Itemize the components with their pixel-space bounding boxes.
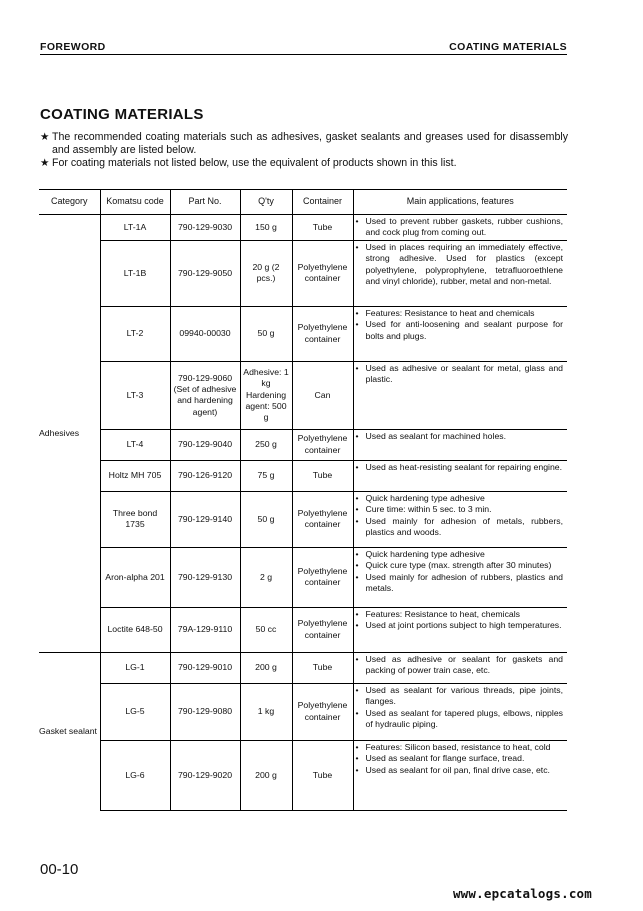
note-item (40, 131, 568, 157)
part-number-cell: 09940-00030 (170, 306, 240, 361)
bullet-icon: • (355, 461, 359, 472)
application-item (356, 620, 564, 631)
table-row (39, 306, 567, 361)
table-header-row (39, 190, 567, 215)
bullet-icon: • (355, 653, 359, 664)
quantity-cell: 250 g (240, 429, 292, 460)
bullet-icon: • (355, 741, 359, 752)
application-item (356, 765, 564, 776)
column-header: Container (292, 190, 353, 215)
applications-cell (353, 361, 567, 429)
column-header: Part No. (170, 190, 240, 215)
application-item (356, 742, 564, 753)
bullet-icon: • (355, 319, 359, 330)
bullet-icon: • (355, 753, 359, 764)
container-cell: Tube (292, 652, 353, 683)
container-cell: Tube (292, 215, 353, 241)
column-header: Main applications, features (353, 190, 567, 215)
quantity-cell: Adhesive: 1 kg Hardening agent: 500 g (240, 361, 292, 429)
bullet-icon: • (355, 560, 359, 571)
application-item (356, 493, 564, 504)
application-text: Used as adhesive or sealant for metal, glass and plastic. (365, 362, 563, 385)
table-row (39, 215, 567, 241)
komatsu-code-cell: Loctite 648-50 (100, 607, 170, 652)
application-text: Features: Resistance to heat, chemicals (365, 608, 521, 619)
application-text: Used to prevent rubber gaskets, rubber cushions, and cock plug from coming out. (365, 216, 563, 238)
bullet-icon: • (355, 684, 359, 695)
applications-list (356, 654, 564, 677)
application-text: Used at joint portions subject to high temperatures. (365, 620, 562, 631)
applications-list (356, 462, 564, 473)
container-cell: Polyethylene container (292, 547, 353, 607)
bullet-icon: • (355, 307, 359, 318)
applications-list (356, 308, 564, 342)
notes (40, 131, 568, 170)
container-cell: Polyethylene container (292, 683, 353, 740)
application-text: Quick hardening type adhesive (365, 492, 485, 503)
bullet-icon: • (355, 362, 359, 373)
application-item (356, 308, 564, 319)
header-page-topic: COATING MATERIALS (449, 41, 567, 53)
bullet-icon: • (355, 430, 359, 441)
application-text: Used as sealant for tapered plugs, elbows, nipples of hydraulic piping. (365, 707, 563, 730)
header-rule (40, 54, 567, 55)
bullet-icon: • (355, 241, 359, 252)
quantity-cell: 75 g (240, 460, 292, 491)
bullet-icon: • (355, 764, 359, 775)
applications-list (356, 431, 564, 442)
komatsu-code-cell: LG-1 (100, 652, 170, 683)
quantity-cell: 50 g (240, 306, 292, 361)
application-text: Quick cure type (max. strength after 30 minutes) (365, 560, 552, 571)
star-icon: ★ (40, 131, 50, 143)
note-text: The recommended coating materials such as adhesives, gasket sealants and greases used for disassembly and assembly are listed below. (52, 131, 568, 156)
applications-cell (353, 740, 567, 810)
part-number-cell: 790-129-9080 (170, 683, 240, 740)
application-item (356, 242, 564, 288)
applications-cell (353, 607, 567, 652)
applications-cell (353, 683, 567, 740)
application-text: Used in places requiring an immediately effective, strong adhesive. Used for plastics (except polyethylene, polyprophylene, tetrafluoroethlene and vinyl chloride), rubber, metal and non-metal. (365, 241, 563, 287)
quantity-cell: 150 g (240, 215, 292, 241)
application-item (356, 363, 564, 386)
application-text: Used as sealant for flange surface, tread. (365, 753, 525, 764)
application-item (356, 708, 564, 731)
komatsu-code-cell: LT-1A (100, 215, 170, 241)
part-number-cell: 790-129-9050 (170, 240, 240, 306)
category-cell: Adhesives (39, 215, 100, 653)
part-number-cell: 790-129-9060 (Set of adhesive and hardening agent) (170, 361, 240, 429)
applications-cell (353, 240, 567, 306)
application-item (356, 516, 564, 539)
bullet-icon: • (355, 620, 359, 631)
application-text: Features: Resistance to heat and chemicals (365, 307, 535, 318)
application-item (356, 216, 564, 239)
container-cell: Tube (292, 460, 353, 491)
application-text: Used mainly for adhesion of rubbers, plastics and metals. (365, 571, 563, 594)
column-header: Category (39, 190, 100, 215)
category-cell: Gasket sealant (39, 652, 100, 810)
applications-cell (353, 215, 567, 241)
table-row (39, 652, 567, 683)
container-cell: Polyethylene container (292, 429, 353, 460)
applications-cell (353, 547, 567, 607)
part-number-cell: 790-129-9130 (170, 547, 240, 607)
part-number-cell: 790-129-9010 (170, 652, 240, 683)
note-text: For coating materials not listed below, use the equivalent of products shown in this list. (52, 157, 457, 169)
container-cell: Polyethylene container (292, 491, 353, 547)
applications-list (356, 493, 564, 539)
container-cell: Polyethylene container (292, 607, 353, 652)
application-item (356, 572, 564, 595)
komatsu-code-cell: LT-3 (100, 361, 170, 429)
container-cell: Tube (292, 740, 353, 810)
table-row (39, 240, 567, 306)
komatsu-code-cell: LT-2 (100, 306, 170, 361)
komatsu-code-cell: Aron-alpha 201 (100, 547, 170, 607)
application-text: Features: Silicon based, resistance to heat, cold (365, 741, 551, 752)
bullet-icon: • (355, 707, 359, 718)
bullet-icon: • (355, 515, 359, 526)
applications-list (356, 242, 564, 288)
part-number-cell: 790-129-9030 (170, 215, 240, 241)
application-text: Used as sealant for oil pan, final drive case, etc. (365, 764, 550, 775)
applications-cell (353, 429, 567, 460)
applications-cell (353, 460, 567, 491)
part-number-cell: 790-129-9040 (170, 429, 240, 460)
application-item (356, 685, 564, 708)
komatsu-code-cell: LG-6 (100, 740, 170, 810)
application-item (356, 504, 564, 515)
star-icon: ★ (40, 157, 50, 169)
note-item (40, 157, 568, 170)
bullet-icon: • (355, 608, 359, 619)
application-text: Used as sealant for machined holes. (365, 430, 507, 441)
application-item (356, 654, 564, 677)
application-item (356, 560, 564, 571)
part-number-cell: 790-129-9020 (170, 740, 240, 810)
container-cell: Polyethylene container (292, 240, 353, 306)
application-item (356, 319, 564, 342)
coating-materials-table (39, 189, 567, 811)
application-text: Used mainly for adhesion of metals, rubbers, plastics and woods. (365, 515, 563, 538)
table-row (39, 491, 567, 547)
applications-cell (353, 652, 567, 683)
quantity-cell: 200 g (240, 652, 292, 683)
applications-list (356, 363, 564, 386)
application-text: Used as heat-resisting sealant for repairing engine. (365, 461, 563, 472)
applications-cell (353, 491, 567, 547)
column-header: Q'ty (240, 190, 292, 215)
applications-list (356, 216, 564, 239)
application-item (356, 609, 564, 620)
bullet-icon: • (355, 504, 359, 515)
quantity-cell: 50 cc (240, 607, 292, 652)
table-row (39, 361, 567, 429)
header-section-title: FOREWORD (40, 41, 106, 53)
komatsu-code-cell: LT-4 (100, 429, 170, 460)
part-number-cell: 790-126-9120 (170, 460, 240, 491)
applications-list (356, 685, 564, 731)
quantity-cell: 1 kg (240, 683, 292, 740)
watermark: www.epcatalogs.com (452, 886, 592, 901)
page-title: COATING MATERIALS (40, 106, 204, 123)
komatsu-code-cell: LG-5 (100, 683, 170, 740)
table-row (39, 547, 567, 607)
bullet-icon: • (355, 571, 359, 582)
table-row (39, 683, 567, 740)
quantity-cell: 50 g (240, 491, 292, 547)
page-number: 00-10 (40, 861, 79, 878)
application-item (356, 431, 564, 442)
table-row (39, 607, 567, 652)
application-text: Used as adhesive or sealant for gaskets and packing of power train case, etc. (365, 653, 563, 676)
application-item (356, 549, 564, 560)
komatsu-code-cell: Holtz MH 705 (100, 460, 170, 491)
container-cell: Can (292, 361, 353, 429)
bullet-icon: • (355, 492, 359, 503)
table-row (39, 429, 567, 460)
application-item (356, 753, 564, 764)
application-text: Used for anti-loosening and sealant purpose for bolts and plugs. (365, 319, 563, 341)
quantity-cell: 200 g (240, 740, 292, 810)
part-number-cell: 790-129-9140 (170, 491, 240, 547)
part-number-cell: 79A-129-9110 (170, 607, 240, 652)
application-text: Cure time: within 5 sec. to 3 min. (365, 504, 492, 515)
quantity-cell: 2 g (240, 547, 292, 607)
applications-list (356, 742, 564, 776)
application-text: Used as sealant for various threads, pipe joints, flanges. (365, 684, 563, 707)
table-row (39, 460, 567, 491)
column-header: Komatsu code (100, 190, 170, 215)
bullet-icon: • (355, 548, 359, 559)
komatsu-code-cell: LT-1B (100, 240, 170, 306)
application-item (356, 462, 564, 473)
applications-list (356, 549, 564, 595)
table-row (39, 740, 567, 810)
komatsu-code-cell: Three bond 1735 (100, 491, 170, 547)
applications-cell (353, 306, 567, 361)
application-text: Quick hardening type adhesive (365, 548, 485, 559)
quantity-cell: 20 g (2 pcs.) (240, 240, 292, 306)
container-cell: Polyethylene container (292, 306, 353, 361)
bullet-icon: • (355, 216, 359, 226)
applications-list (356, 609, 564, 632)
